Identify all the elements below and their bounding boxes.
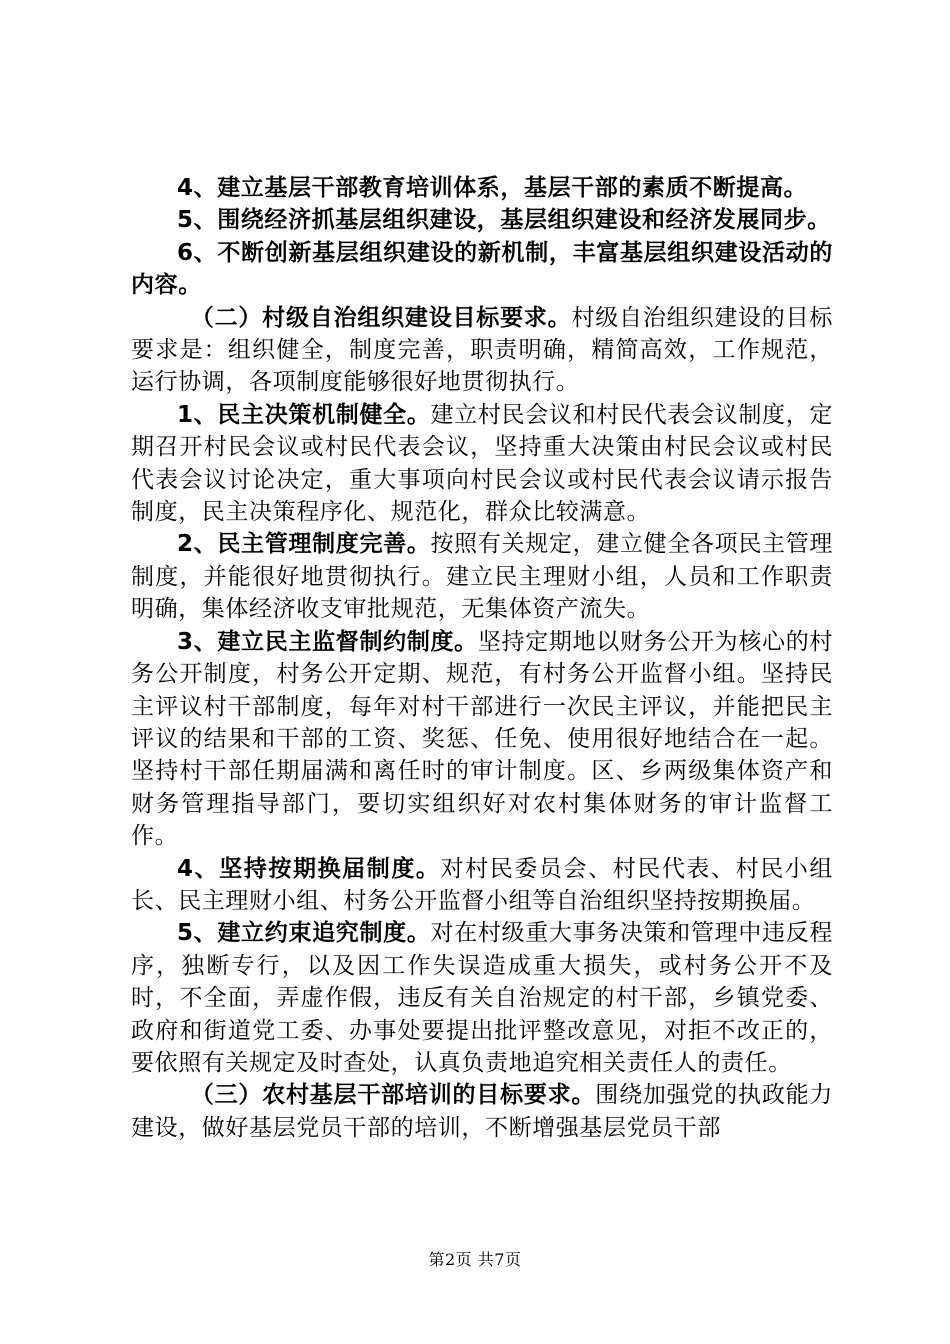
paragraph-text: 村级自治组织建设的目标要求是：组织健全，制度完善，职责明确，精简高效，工作规范，运行协调，各项制度能够很好地贯彻执行。 (131, 304, 833, 396)
paragraph-item-6 (131, 237, 833, 302)
item-heading: 1、民主决策机制健全。 (177, 401, 431, 428)
paragraph-supervision (131, 626, 833, 853)
section-heading: （三）农村基层干部培训的目标要求。 (190, 1082, 596, 1109)
paragraph-text: 4、建立基层干部教育培训体系，基层干部的素质不断提高。 (177, 175, 808, 201)
section-heading: （二）村级自治组织建设目标要求。 (190, 304, 572, 331)
item-heading: 2、民主管理制度完善。 (177, 531, 431, 558)
paragraph-text: 对村民委员会、村民代表、村民小组长、民主理财小组、村务公开监督小组等自治组织坚持按期换届。 (131, 855, 833, 914)
paragraph-item-5 (131, 204, 833, 236)
paragraph-text: 坚持定期地以财务公开为核心的村务公开制度，村务公开定期、规范，有村务公开监督小组。坚持民主评议村干部制度，每年对村干部进行一次民主评议，并能把民主评议的结果和干部的工资、奖惩、任免、使用很好地结合在一起。坚持村干部任期届满和离任时的审计制度。区、乡两级集体资产和财务管理指导部门，要切实组织好对农村集体财务的审计监督工作。 (131, 628, 833, 850)
paragraph-text: 按照有关规定，建立健全各项民主管理制度，并能很好地贯彻执行。建立民主理财小组，人员和工作职责明确，集体经济收支审批规范，无集体资产流失。 (131, 531, 833, 623)
document-body (131, 172, 833, 1144)
paragraph-text: 对在村级重大事务决策和管理中违反程序，独断专行，以及因工作失误造成重大损失，或村务公开不及时，不全面，弄虚作假，违反有关自治规定的村干部，乡镇党委、政府和街道党工委、办事处要提出批评整改意见，对拒不改正的，要依照有关规定及时查处，认真负责地追究相关责任人的责任。 (131, 920, 833, 1076)
section-two-paragraph (131, 302, 833, 399)
paragraph-text: 围绕加强党的执政能力建设，做好基层党员干部的培训，不断增强基层党员干部 (131, 1082, 834, 1141)
paragraph-management (131, 528, 833, 625)
paragraph-text: 6、不断创新基层组织建设的新机制，丰富基层组织建设活动的内容。 (131, 239, 833, 299)
item-heading: 3、建立民主监督制约制度。 (177, 628, 478, 655)
section-three-paragraph (131, 1079, 833, 1144)
paragraph-text: 建立村民会议和村民代表会议制度，定期召开村民会议或村民代表会议，坚持重大决策由村民会议或村民代表会议讨论决定，重大事项向村民会议或村民代表会议请示报告制度，民主决策程序化、规范化，群众比较满意。 (131, 401, 833, 526)
page-footer: 第2页 共7页 (428, 1250, 522, 1269)
paragraph-accountability (131, 917, 833, 1079)
paragraph-decision (131, 399, 833, 529)
paragraph-election (131, 853, 833, 918)
item-heading: 4、坚持按期换届制度。 (177, 855, 441, 882)
item-heading: 5、建立约束追究制度。 (177, 920, 431, 947)
paragraph-text: 5、围绕经济抓基层组织建设，基层组织建设和经济发展同步。 (177, 207, 831, 234)
paragraph-item-4 (131, 172, 833, 204)
